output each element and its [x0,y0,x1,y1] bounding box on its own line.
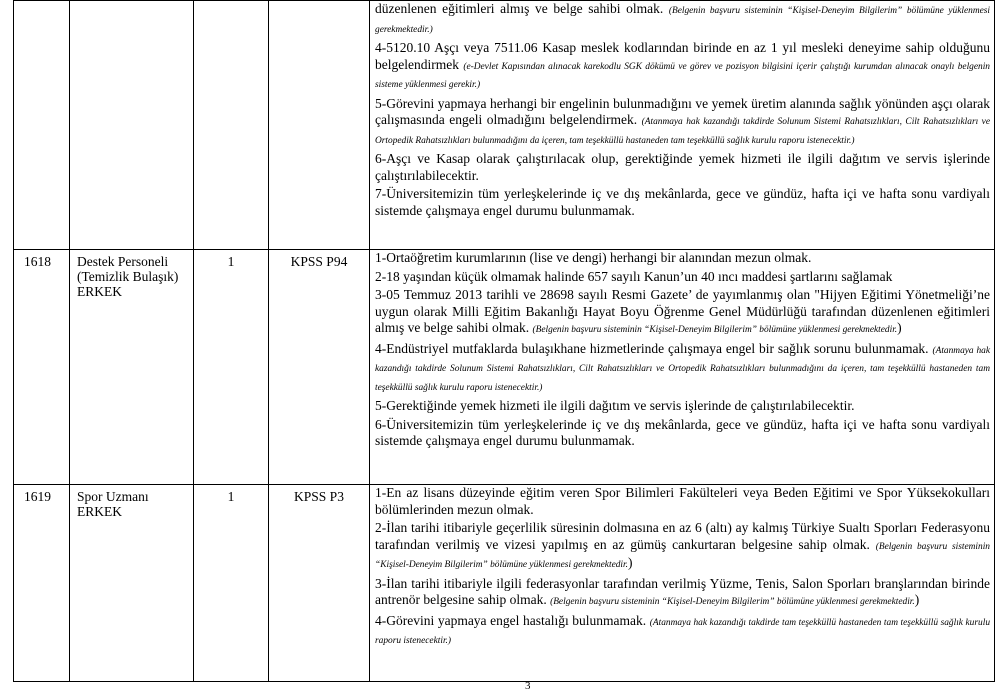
table-row [14,485,995,682]
requirements-list [375,1,990,219]
requirement-item [375,576,990,611]
table-row [14,250,995,485]
requirement-text: 7-Üniversitemizin tüm yerleşkelerinde iç ve dış mekânlarda, gece ve gündüz, hafta içi ve hafta sonu vardiyalı sistemde çalışmaya engel durumu bulunmamak. [375,186,990,218]
requirement-note: (Belgenin başvuru sisteminin “Kişisel-Deneyim Bilgilerim” bölümüne yüklenmesi gerekmektedir.) [375,6,991,35]
requirement-item [375,269,990,286]
requirement-note: (Atanmaya hak kazandığı takdirde tam teşekküllü hastaneden tam teşekküllü sağlık kurulu raporu istenecektir.) [375,617,991,646]
requirement-note: (e-Devlet Kapısından alınacak karekodlu SGK dökümü ve görev ve pozisyon bilgisini içerir çalıştığı kurumdan alınacak onaylı belgenin sisteme yüklenmesi gerekir.) [375,61,990,90]
requirement-text: 6-Üniversitemizin tüm yerleşkelerinde iç ve dış mekânlarda, gece ve gündüz, hafta içi ve hafta sonu vardiyalı sistemde çalışmaya engel durumu bulunmamak. [375,416,990,448]
requirements-cell [370,250,995,485]
requirement-item [375,250,990,267]
table-row [14,1,995,250]
position-no-cell: 1619 [14,485,70,682]
requirement-text: 1-Ortaöğretim kurumlarının (lise ve dengi) herhangi bir alanından mezun olmak. [375,250,812,265]
position-title-cell: Spor Uzmanı ERKEK [70,485,194,682]
requirement-item [375,186,990,219]
requirement-item [375,485,990,518]
requirement-item [375,151,990,184]
requirement-item [375,1,990,38]
requirement-text: düzenlenen eğitimleri almış ve belge sahibi olmak. [375,1,664,16]
requirement-note: (Atanmaya hak kazandığı takdirde Solunum Sistemi Rahatsızlıkları, Cilt Rahatsızlıkları ve Ortopedik Rahatsızlıkları bulunmadığını da içeren, tam teşekküllü hastaneden tam teşekküllü sağlık kurulu raporu istenecektir.) [375,117,990,146]
position-count-cell [194,1,269,250]
requirement-text: 5-Görevini yapmaya herhangi bir engelinin bulunmadığını ve yemek üretim alanında sağlık yönünden aşçı olarak çalışmasında engeli olmadığını belgelendirmek. [375,95,990,127]
note-closing-paren: ) [897,320,902,335]
requirement-text: 2-18 yaşından küçük olmamak halinde 657 sayılı Kanun’un 40 ıncı maddesi şartlarını sağlamak [375,268,893,284]
requirement-note: (Belgenin başvuru sisteminin “Kişisel-Deneyim Bilgilerim” bölümüne yüklenmesi gerekmektedir. [375,541,990,570]
note-closing-paren: ) [627,555,633,570]
score-type-cell: KPSS P3 [269,485,370,682]
requirements-list [375,485,990,650]
requirement-text: 6-Aşçı ve Kasap olarak çalıştırılacak olup, gerektiğinde yemek hizmeti ile ilgili dağıtım ve servis işlerinde çalıştırılabilecektir. [375,151,990,183]
requirement-item [375,341,990,397]
requirements-list [375,250,990,450]
requirement-item [375,520,990,574]
requirement-text: 1-En az lisans düzeyinde eğitim veren Spor Bilimleri Fakülteleri veya Beden Eğitimi ve Spor Yüksekokulları bölümlerinden mezun olmak. [375,485,990,517]
position-title-cell: Destek Personeli (Temizlik Bulaşık) ERKEK [70,250,194,485]
requirements-cell [370,1,995,250]
requirement-item [375,417,990,450]
requirement-note: (Atanmaya hak kazandığı takdirde Solunum Sistemi Rahatsızlıkları, Cilt Rahatsızlıkları ve Ortopedik Rahatsızlıkları bulunmadığını da içeren, tam teşekküllü hastaneden tam teşekküllü sağlık kurulu raporu istenecektir.) [375,345,991,393]
requirement-note: (Belgenin başvuru sisteminin “Kişisel-Deneyim Bilgilerim” bölümüne yüklenmesi gerekmektedir. [550,597,915,607]
requirement-text: 4-Endüstriyel mutfaklarda bulaşıkhane hizmetlerinde çalışmaya engel bir sağlık sorunu bulunmamak. [375,340,929,356]
position-count-cell: 1 [194,485,269,682]
requirement-item [375,287,990,339]
requirement-text: 3-05 Temmuz 2013 tarihli ve 28698 sayılı Resmi Gazete’ de yayımlanmış olan "Hijyen Eğitimi Yönetmeliği’ne uygun olarak Milli Eğitim Bakanlığı Hayat Boyu Öğrenme Genel Müdürlüğü tarafından düzenlenen eğitimleri almış ve belge sahibi olmak. [375,287,990,335]
requirement-text: 5-Gerektiğinde yemek hizmeti ile ilgili dağıtım ve servis işlerinde de çalıştırılabilecektir. [375,398,855,413]
position-no-cell [14,1,70,250]
positions-table [13,0,995,682]
score-type-cell: KPSS P94 [269,250,370,485]
requirement-item [375,40,990,94]
page-number: 3 [525,680,531,692]
requirement-note: (Belgenin başvuru sisteminin “Kişisel-Deneyim Bilgilerim” bölümüne yüklenmesi gerekmektedir. [532,325,898,335]
requirement-text: 3-İlan tarihi itibariyle ilgili federasyonlar tarafından verilmiş Yüzme, Tenis, Salon Sporları branşlarından birinde antrenör belgesine sahip olmak. [375,575,990,607]
position-no-cell: 1618 [14,250,70,485]
requirements-cell [370,485,995,682]
score-type-cell [269,1,370,250]
requirement-text: 4-5120.10 Aşçı veya 7511.06 Kasap meslek kodlarından birinde en az 1 yıl mesleki deneyime sahip olduğunu belgelendirmek [375,40,990,72]
requirement-text: 4-Görevini yapmaya engel hastalığı bulunmamak. [375,612,647,628]
note-closing-paren: ) [914,592,920,607]
requirement-item [375,96,990,150]
requirement-text: 2-İlan tarihi itibariyle geçerlilik süresinin dolmasına en az 6 (altı) ay kalmış Türkiye Sualtı Sporları Federasyonu tarafından verilmiş ve vizesi yapılmış en az gümüş cankurtaran belgesine sahip olmak. [375,520,990,552]
requirement-item [375,613,990,650]
requirement-item [375,398,990,415]
position-count-cell: 1 [194,250,269,485]
position-title-cell [70,1,194,250]
